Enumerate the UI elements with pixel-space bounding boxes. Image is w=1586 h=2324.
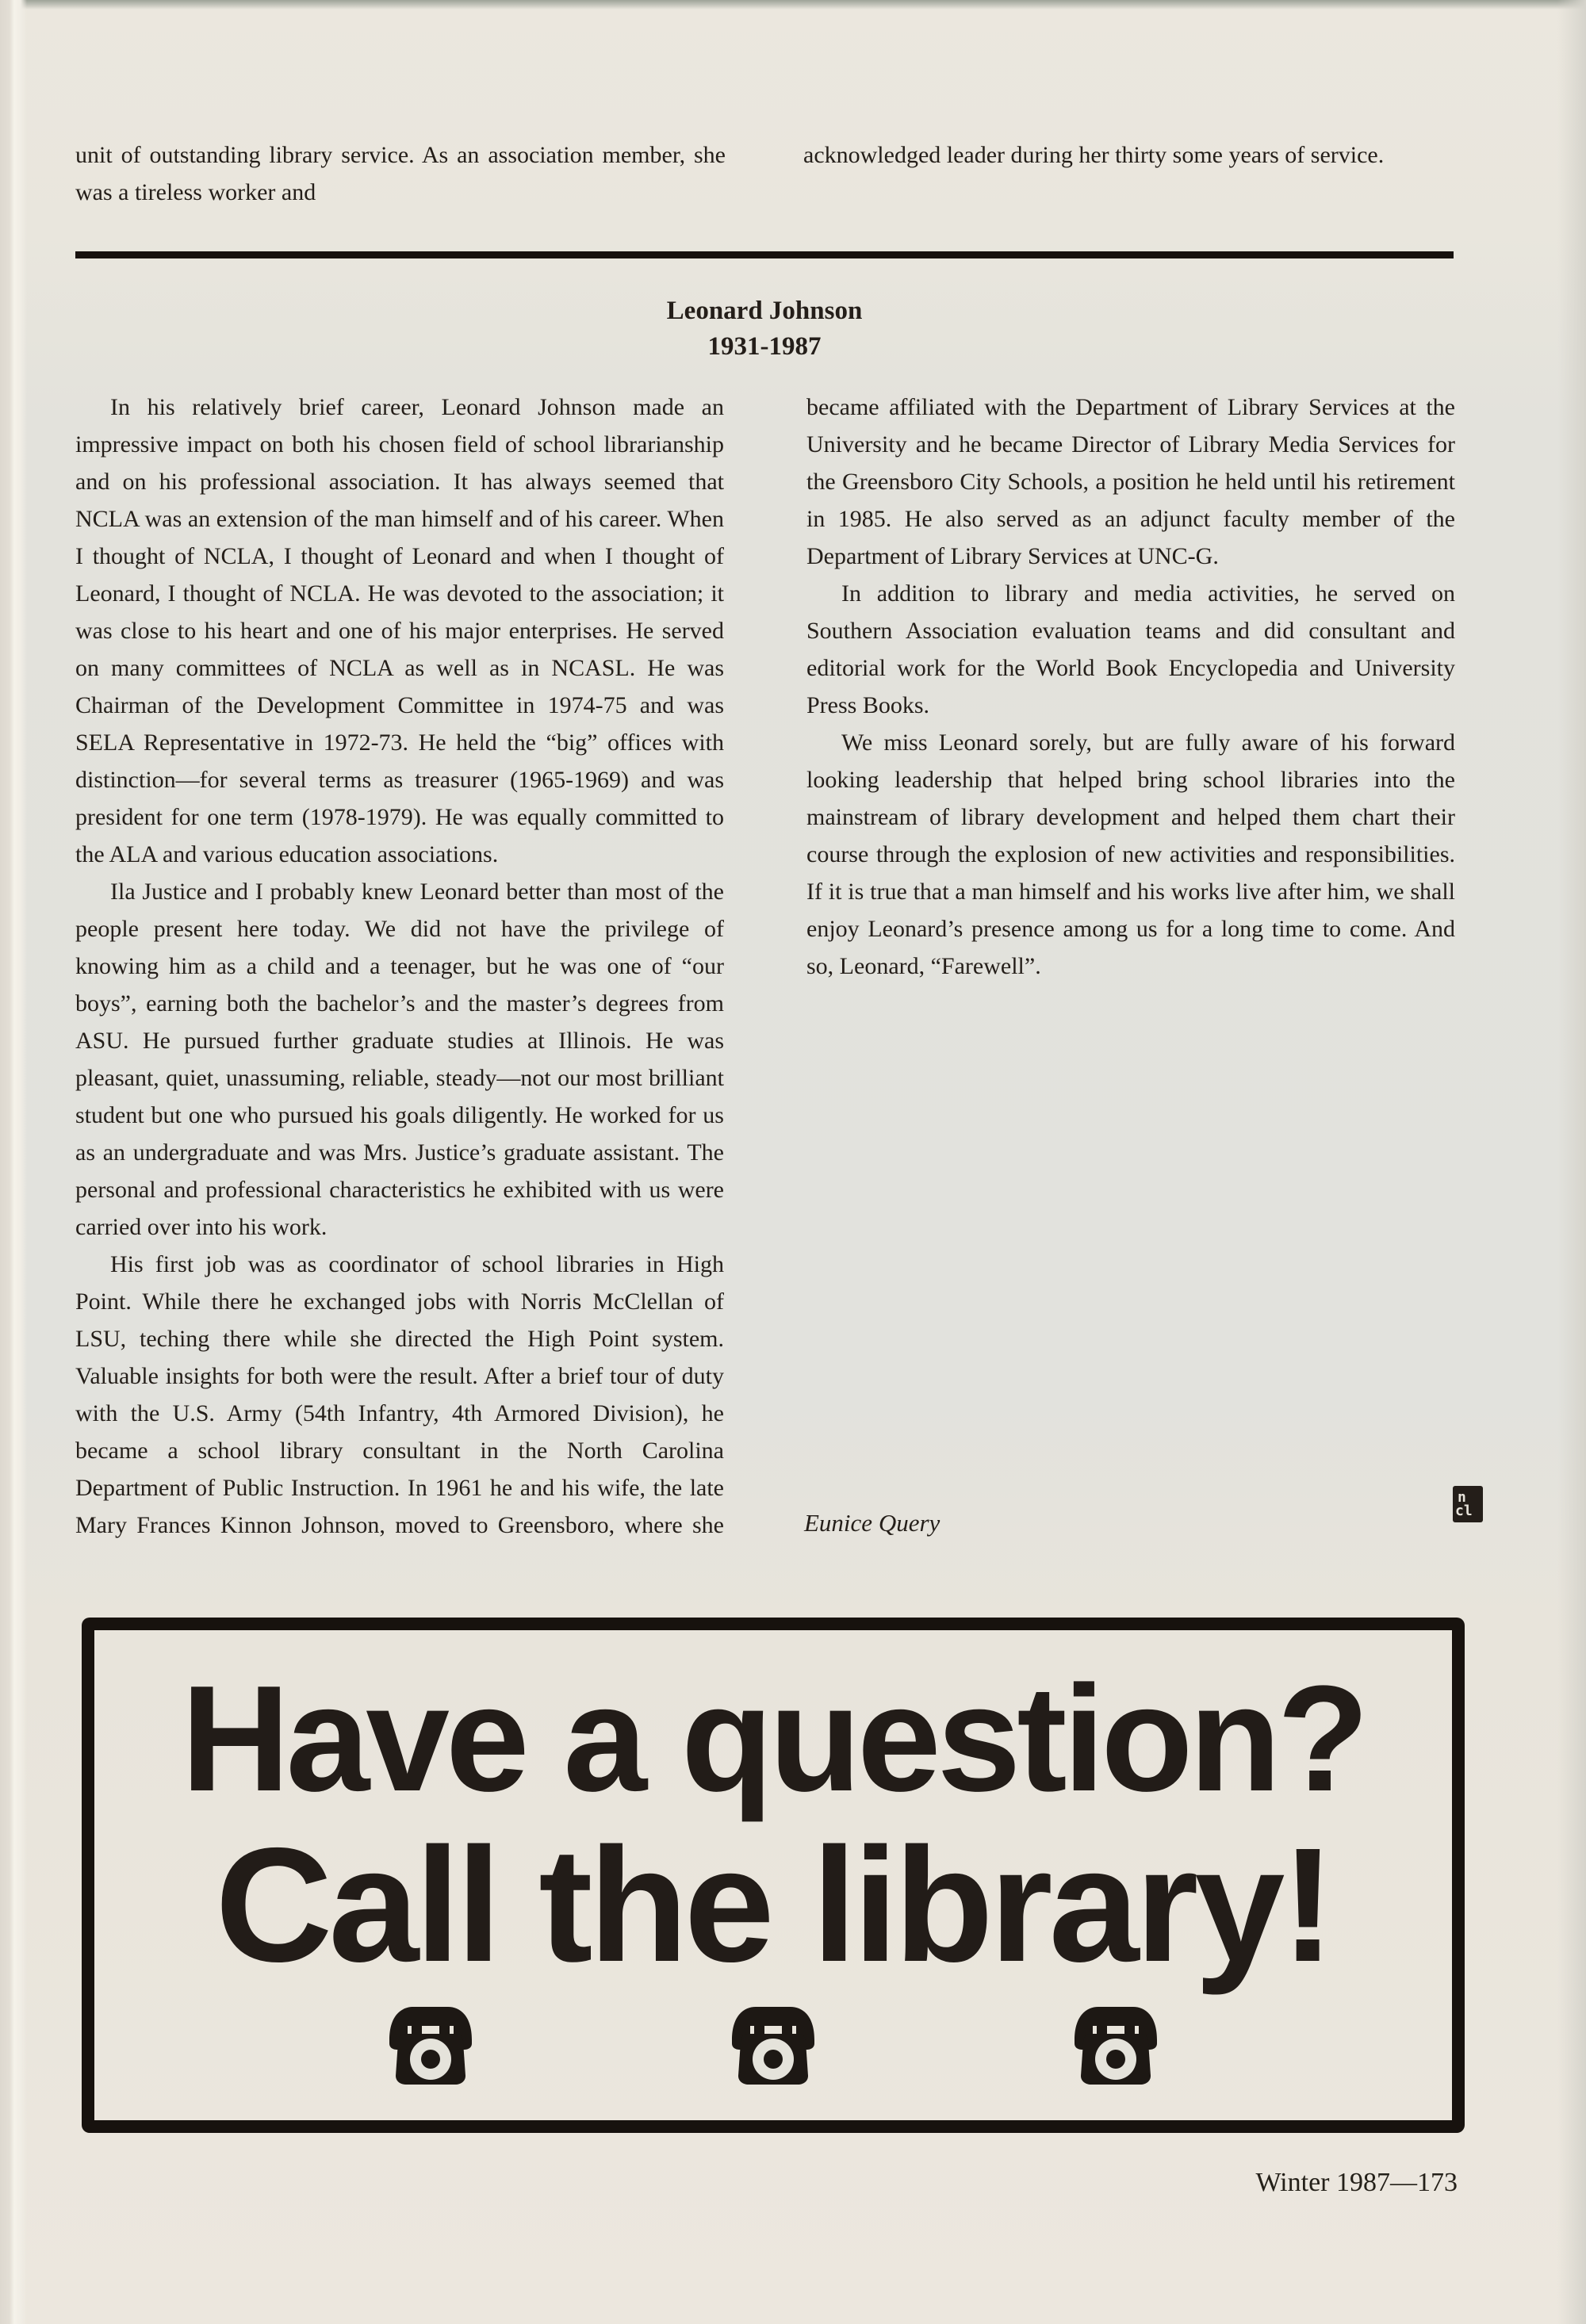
article-paragraph: Ila Justice and I probably knew Leonard better than most of the people present here today. We did not have the privilege of knowing him as a child and a teenager, but he was one of “our boys”, earning both the bachelor’s and the master’s degrees from ASU. He pursued further graduate studies at Illinois. He was pleasant, quiet, unassuming, reliable, steady—not our most brilliant student but one who pursued his goals diligently. He worked for us as an undergraduate and was Mrs. Justice’s graduate assistant. The personal and professional characteristics he exhibited with us were carried over into his work. [75,879,724,1240]
ncl-end-mark-icon [1453,1486,1483,1522]
telephone-icon [378,1999,483,2088]
scan-edge-top [0,0,1586,10]
ad-headline-line2: Call the library! [215,1814,1331,1996]
library-advertisement-box [82,1618,1465,2133]
article-dates: 1931-1987 [707,332,822,361]
section-divider-rule [75,251,1454,258]
ad-headline-line1: Have a question? [181,1655,1366,1823]
telephone-icon [721,1999,826,2088]
article-body-columns [75,389,1455,1562]
article-paragraph: In his relatively brief career, Leonard Johnson made an impressive impact on both his chosen field of school librarianship and on his professional association. It has always seemed that NCLA was an extension of the man himself and of his career. When I thought of NCLA, I thought of Leonard and when I thought of Leonard, I thought of NCLA. He was devoted to the association; it was close to his heart and one of his major enterprises. He served on many committees of NCLA as well as in NCASL. He was Chairman of the Development Committee in 1974-75 and was SELA Representative in 1972-73. He held the “big” offices with distinction—for several terms as treasurer (1965-1969) and was president for one term (1978-1979). He was equally committed to the ALA and various education associations. [75,394,724,867]
end-mark-top-letters: n [1458,1488,1466,1506]
article-paragraph: In addition to library and media activities, he served on Southern Association evaluation teams and did consultant and editorial work for the World Book Encyclopedia and University Press Books. [806,580,1455,718]
article-paragraph: His first job was as coordinator of school libraries in High Point. While there he exchanged jobs with Norris McClellan of LSU, teching there while she directed the High Point system. Valuable insights for both were the result. After a brief tour of duty with the U.S. Army (54th Infantry, 4th Armored Division), he became a school library consultant in the North Carolina Department of Public Instruction. In 1961 he and his wife, the late Mary Frances Kinnon Johnson, moved to Greensboro, where she became affiliated with the Department of Library Services at the University and he became Director of Library Media Services for the Greensboro City Schools, a position he held until his retirement in 1985. He also served as an adjunct faculty member of the Department of Library Services at UNC-G. [75,394,1455,1538]
telephone-icon [1063,1999,1168,2088]
author-signature: Eunice Query [804,1509,940,1537]
continued-text-right-column: acknowledged leader during her thirty some years of service. [803,142,1385,168]
end-mark-bottom-letters: cl [1455,1503,1473,1519]
scan-edge-left [0,0,27,2324]
article-paragraph: We miss Leonard sorely, but are fully aware of his forward looking leadership that helped bring school libraries into the mainstream of library development and helped them chart their course through the explosion of new activities and responsibilities. If it is true that a man himself and his works live after him, we shall enjoy Leonard’s presence among us for a long time to come. And so, Leonard, “Farewell”. [806,729,1455,979]
scan-edge-right [1557,0,1586,2324]
telephone-icon-row [94,1999,1452,2088]
continued-text-left-column: unit of outstanding library service. As an association member, she was a tireless worker and [75,142,726,205]
page-footer-issue-number: Winter 1987—173 [1255,2168,1458,2197]
article-title: Leonard Johnson [666,297,863,325]
